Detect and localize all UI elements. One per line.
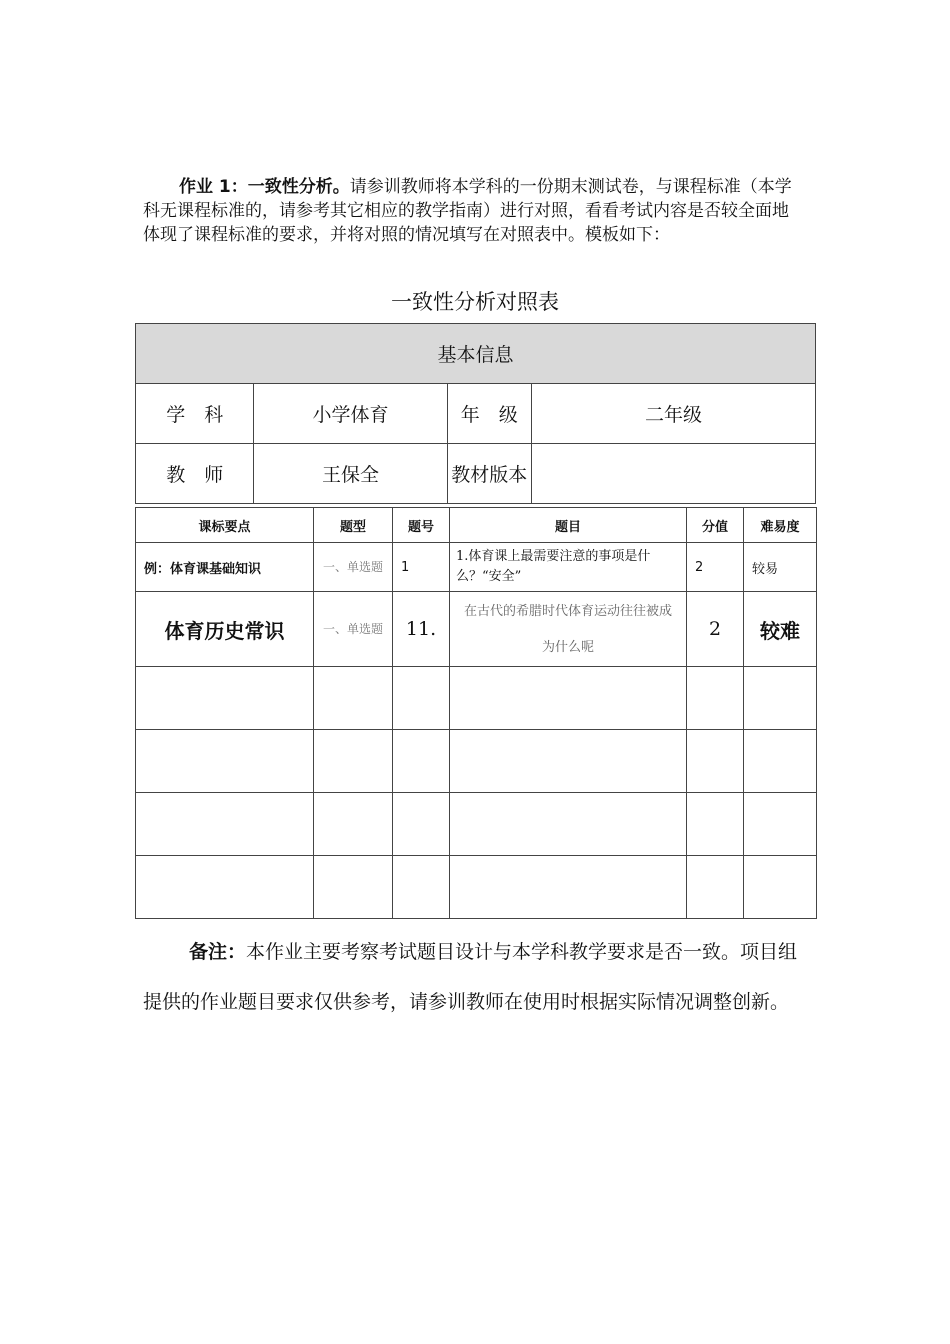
table-row (136, 592, 817, 667)
empty-cell (450, 856, 687, 919)
row-difficulty: 较易 (744, 543, 817, 592)
empty-row (136, 730, 817, 793)
consistency-table (135, 323, 816, 504)
empty-cell (687, 856, 744, 919)
empty-cell (136, 667, 314, 730)
empty-cell (136, 856, 314, 919)
row-point: 例：体育课基础知识 (136, 543, 314, 592)
empty-cell (687, 793, 744, 856)
question-table (135, 507, 817, 919)
note-text: 本作业主要考察考试题目设计与本学科教学要求是否一致。项目组提供的作业题目要求仅供参考，请参训教师在使用时根据实际情况调整创新。 (143, 941, 798, 1013)
edition-label: 教材版本 (447, 444, 531, 504)
intro-text: 请参训教师将本学科的一份期末测试卷，与课程标准（本学科无课程标准的，请参考其它相应的教学指南）进行对照，看看考试内容是否较全面地体现了课程标准的要求，并将对照的情况填写在对照表中。模板如下： (143, 177, 792, 245)
col-type: 题型 (314, 508, 393, 543)
empty-cell (744, 793, 817, 856)
row-question: 1.体育课上最需要注意的事项是什么？“安全” (450, 543, 687, 592)
empty-cell (393, 856, 450, 919)
empty-cell (744, 667, 817, 730)
empty-cell (744, 856, 817, 919)
empty-cell (136, 730, 314, 793)
empty-cell (314, 667, 393, 730)
empty-cell (450, 793, 687, 856)
empty-cell (450, 667, 687, 730)
basic-info-header: 基本信息 (136, 324, 816, 384)
row-score: 2 (687, 543, 744, 592)
subject-label: 学 科 (136, 384, 254, 444)
row-score: 2 (687, 592, 744, 667)
empty-cell (393, 730, 450, 793)
row-point: 体育历史常识 (136, 592, 314, 667)
subject-value: 小学体育 (254, 384, 447, 444)
empty-cell (687, 730, 744, 793)
row-number: 1 (393, 543, 450, 592)
row-difficulty: 较难 (744, 592, 817, 667)
empty-row (136, 667, 817, 730)
row-type: 一、单选题 (314, 543, 393, 592)
empty-cell (314, 793, 393, 856)
empty-cell (314, 730, 393, 793)
col-number: 题号 (393, 508, 450, 543)
empty-cell (393, 667, 450, 730)
subject-row (136, 384, 816, 444)
table-row (136, 543, 817, 592)
grade-value: 二年级 (531, 384, 815, 444)
intro-label: 作业 1：一致性分析。 (179, 177, 350, 197)
grade-label: 年 级 (447, 384, 531, 444)
col-score: 分值 (687, 508, 744, 543)
intro-paragraph (143, 175, 803, 247)
empty-row (136, 793, 817, 856)
teacher-label: 教 师 (136, 444, 254, 504)
empty-cell (136, 793, 314, 856)
empty-cell (744, 730, 817, 793)
note-label: 备注： (189, 941, 247, 963)
column-header-row (136, 508, 817, 543)
col-question: 题目 (450, 508, 687, 543)
empty-row (136, 856, 817, 919)
empty-cell (393, 793, 450, 856)
empty-cell (687, 667, 744, 730)
edition-value (531, 444, 815, 504)
row-question: 在古代的希腊时代体育运动往往被成为什么呢 (450, 592, 687, 667)
note-paragraph (143, 927, 813, 1027)
basic-info-header-row (136, 324, 816, 384)
table-title: 一致性分析对照表 (391, 290, 559, 314)
teacher-value: 王保全 (254, 444, 447, 504)
row-type: 一、单选题 (314, 592, 393, 667)
col-point: 课标要点 (136, 508, 314, 543)
col-difficulty: 难易度 (744, 508, 817, 543)
empty-cell (450, 730, 687, 793)
teacher-row (136, 444, 816, 504)
row-number: 11. (393, 592, 450, 667)
empty-cell (314, 856, 393, 919)
